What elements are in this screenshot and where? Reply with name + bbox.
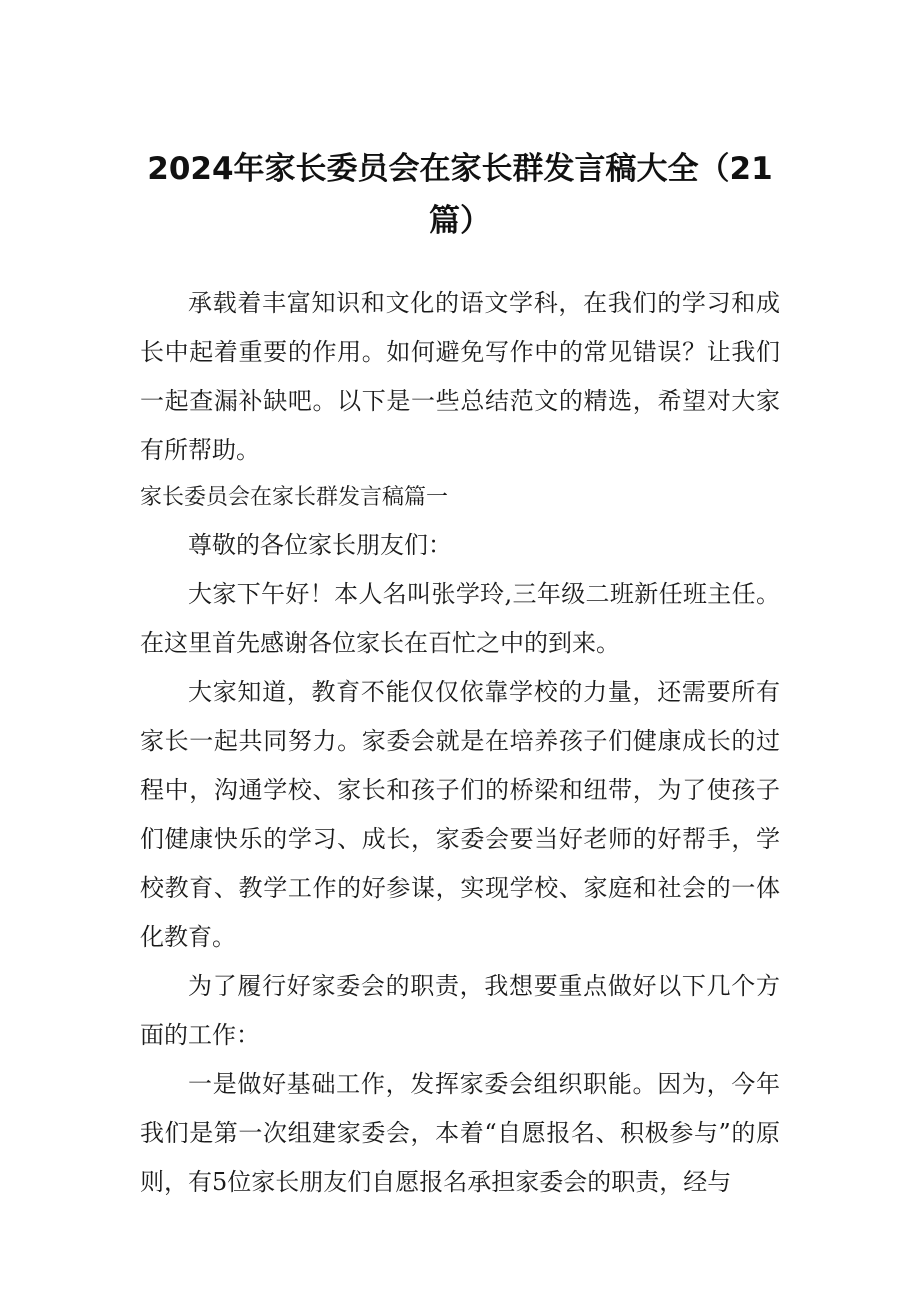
- intro-paragraph: 承载着丰富知识和文化的语文学科，在我们的学习和成长中起着重要的作用。如何避免写作中的常见错误？让我们一起查漏补缺吧。以下是一些总结范文的精选，希望对大家有所帮助。: [140, 289, 780, 464]
- section-heading: 家长委员会在家长群发言稿篇一: [140, 485, 449, 510]
- body-paragraph: 为了履行好家委会的职责，我想要重点做好以下几个方面的工作：: [140, 972, 780, 1049]
- greeting-paragraph: 大家下午好！本人名叫张学玲,三年级二班新任班主任。在这里首先感谢各位家长在百忙之中的到来。: [140, 580, 780, 657]
- document-title: 2024年家长委员会在家长群发言稿大全（21篇）: [147, 151, 773, 239]
- salutation-paragraph: 尊敬的各位家长朋友们：: [188, 531, 452, 559]
- body-paragraph: 大家知道，教育不能仅仅依靠学校的力量，还需要所有家长一起共同努力。家委会就是在培养孩子们健康成长的过程中，沟通学校、家长和孩子们的桥梁和纽带，为了使孩子们健康快乐的学习、成长，家委会要当好老师的好帮手，学校教育、教学工作的好参谋，实现学校、家庭和社会的一体化教育。: [140, 678, 780, 951]
- body-paragraph: 一是做好基础工作，发挥家委会组织职能。因为，今年我们是第一次组建家委会，本着“自愿报名、积极参与”的原则，有5位家长朋友们自愿报名承担家委会的职责，经与: [140, 1070, 780, 1196]
- document-body: [140, 279, 780, 1207]
